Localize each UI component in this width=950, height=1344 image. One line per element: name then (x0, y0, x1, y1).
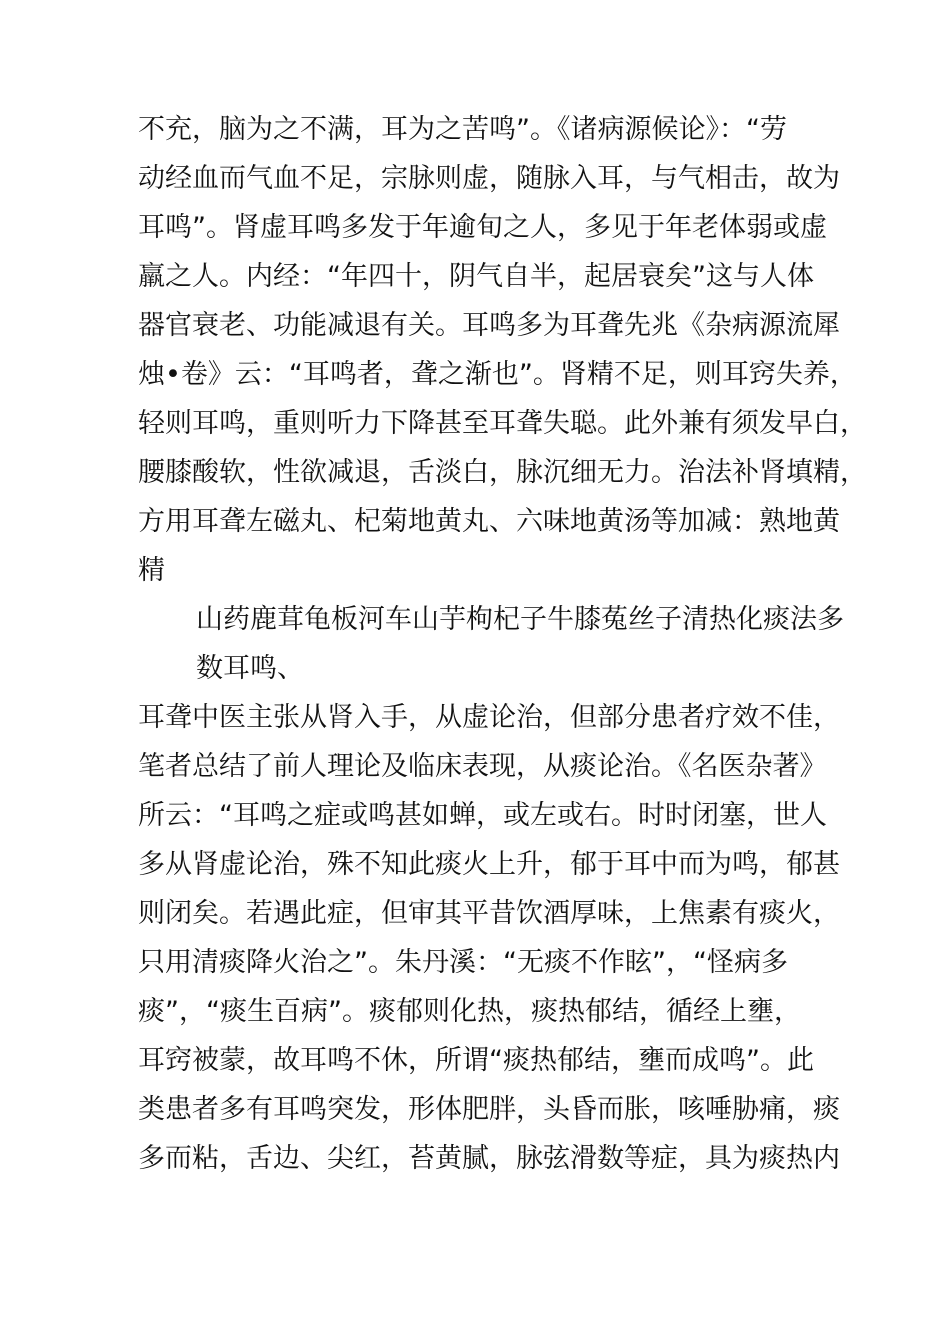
text-line: 动经血而气血不足，宗脉则虚，随脉入耳，与气相击，故为 (138, 163, 840, 194)
text-line: 所云：“耳鸣之症或鸣甚如蝉，或左或右。时时闭塞，世人 (138, 800, 827, 831)
text-line: 数耳鸣、 (196, 653, 304, 684)
text-line: 类患者多有耳鸣突发，形体肥胖，头昏而胀，咳唾胁痛，痰 (138, 1094, 840, 1125)
text-line: 多从肾虚论治，殊不知此痰火上升，郁于耳中而为鸣，郁甚 (138, 849, 840, 880)
text-line: 器官衰老、功能减退有关。耳鸣多为耳聋先兆《杂病源流犀 (138, 310, 840, 341)
text-line: 多而粘，舌边、尖红，苔黄腻，脉弦滑数等症，具为痰热内 (138, 1143, 840, 1174)
text-line: 只用清痰降火治之”。朱丹溪：“无痰不作眩”，“怪病多 (138, 947, 788, 978)
text-line: 烛•卷》云：“耳鸣者，聋之渐也”。肾精不足，则耳窍失养， (138, 359, 857, 390)
text-line: 精 (138, 555, 165, 586)
text-line: 轻则耳鸣，重则听力下降甚至耳聋失聪。此外兼有须发早白， (138, 408, 867, 439)
text-line: 腰膝酸软，性欲减退，舌淡白，脉沉细无力。治法补肾填精， (138, 457, 867, 488)
text-line: 耳聋中医主张从肾入手，从虚论治，但部分患者疗效不佳， (138, 702, 840, 733)
text-line: 笔者总结了前人理论及临床表现，从痰论治。《名医杂著》 (138, 751, 827, 782)
text-line: 方用耳聋左磁丸、杞菊地黄丸、六味地黄汤等加减：熟地黄 (138, 506, 840, 537)
text-line: 则闭矣。若遇此症，但审其平昔饮酒厚味，上焦素有痰火， (138, 898, 840, 929)
text-line: 耳鸣”。肾虚耳鸣多发于年逾旬之人，多见于年老体弱或虚 (138, 212, 827, 243)
text-line: 山药鹿茸龟板河车山芋枸杞子牛膝菟丝子清热化痰法多 (196, 604, 844, 635)
text-line: 不充，脑为之不满，耳为之苦鸣”。《诸病源候论》：“劳 (138, 114, 787, 145)
text-line: 耳窍被蒙，故耳鸣不休，所谓“痰热郁结，壅而成鸣”。此 (138, 1045, 814, 1076)
text-line: 羸之人。内经：“年四十，阴气自半，起居衰矣”这与人体 (138, 261, 814, 292)
text-line: 痰”，“痰生百病”。痰郁则化热，痰热郁结，循经上壅， (138, 996, 801, 1027)
